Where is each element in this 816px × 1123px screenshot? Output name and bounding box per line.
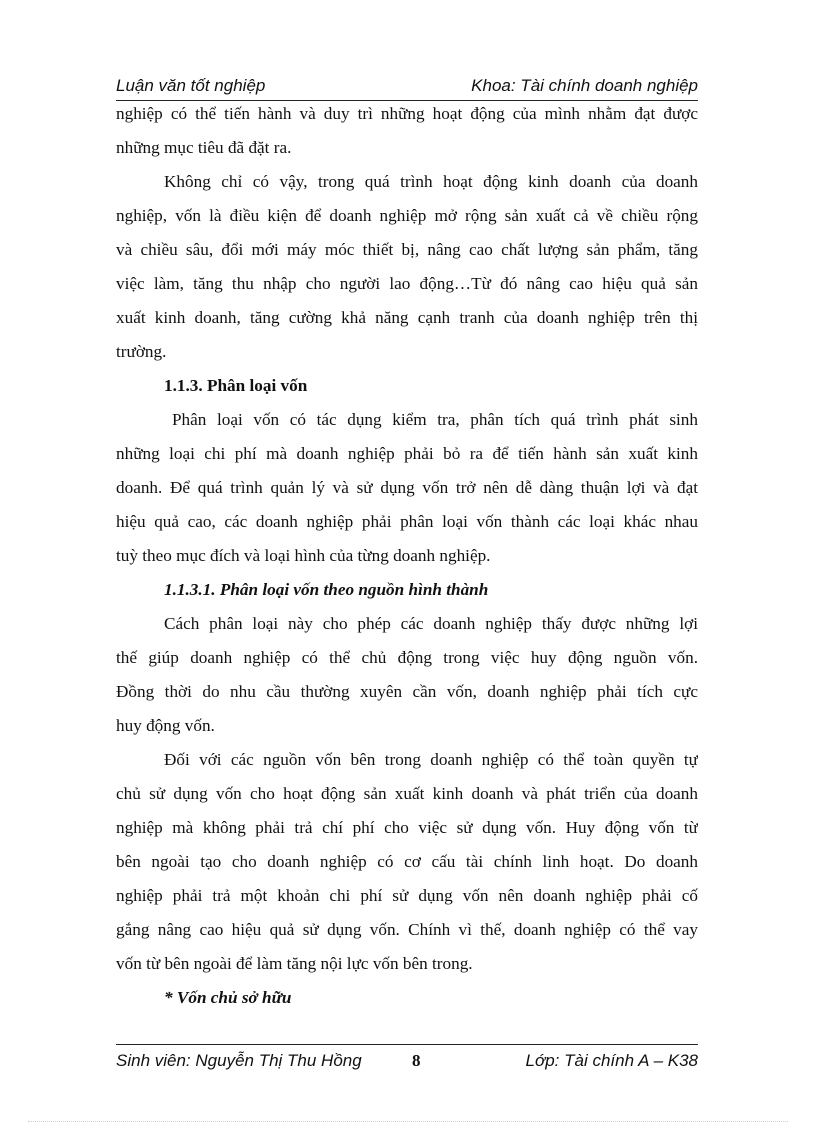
paragraph-line: chủ sử dụng vốn cho hoạt động sản xuất kinh doanh và phát triển của doanh — [116, 784, 698, 803]
paragraph-line: bên ngoài tạo cho doanh nghiệp có cơ cấu tài chính linh hoạt. Do doanh — [116, 852, 698, 871]
paragraph-line: những mục tiêu đã đặt ra. — [116, 138, 292, 157]
paragraph-line: gắng nâng cao hiệu quả sử dụng vốn. Chính vì thế, doanh nghiệp có thể vay — [116, 920, 698, 939]
header-faculty-label: Khoa: Tài chính doanh nghiệp — [471, 76, 698, 95]
bullet-heading: * Vốn chủ sở hữu — [164, 988, 292, 1007]
paragraph-line: những loại chi phí mà doanh nghiệp phải bỏ ra để tiến hành sản xuất kinh — [116, 444, 698, 463]
paragraph-line: việc làm, tăng thu nhập cho người lao động…Từ đó nâng cao hiệu quả sản — [116, 274, 698, 293]
header-thesis-label: Luận văn tốt nghiệp — [116, 76, 266, 95]
section-heading: 1.1.3. Phân loại vốn — [164, 376, 308, 395]
page-footer — [116, 1044, 698, 1075]
paragraph-line: Phân loại vốn có tác dụng kiểm tra, phân tích quá trình phát sinh — [172, 410, 698, 429]
paragraph-line: trường. — [116, 342, 167, 361]
paragraph-line: huy động vốn. — [116, 716, 215, 735]
paragraph-line: Không chỉ có vậy, trong quá trình hoạt động kinh doanh của doanh — [164, 172, 698, 191]
paragraph-line: nghiệp mà không phải trả chí phí cho việc sử dụng vốn. Huy động vốn từ — [116, 818, 698, 837]
paragraph-line: và chiều sâu, đổi mới máy móc thiết bị, nâng cao chất lượng sản phẩm, tăng — [116, 240, 698, 259]
paragraph-line: xuất kinh doanh, tăng cường khả năng cạnh tranh của doanh nghiệp trên thị — [116, 308, 698, 327]
footer-class-label: Lớp: Tài chính A – K38 — [525, 1051, 698, 1070]
paragraph-line: doanh. Để quá trình quản lý và sử dụng vốn trở nên dễ dàng thuận lợi và đạt — [116, 478, 698, 497]
paragraph-line: vốn từ bên ngoài để làm tăng nội lực vốn bên trong. — [116, 954, 473, 973]
page-edge-divider — [28, 1121, 788, 1122]
paragraph-line: tuỳ theo mục đích và loại hình của từng doanh nghiệp. — [116, 546, 491, 565]
paragraph-line: nghiệp, vốn là điều kiện để doanh nghiệp mở rộng sản xuất cả về chiều rộng — [116, 206, 698, 225]
paragraph-line: Cách phân loại này cho phép các doanh nghiệp thấy được những lợi — [164, 614, 698, 633]
paragraph-line: hiệu quả cao, các doanh nghiệp phải phân loại vốn thành các loại khác nhau — [116, 512, 698, 531]
paragraph-line: thế giúp doanh nghiệp có thể chủ động trong việc huy động nguồn vốn. — [116, 648, 698, 667]
paragraph-line: Đối với các nguồn vốn bên trong doanh nghiệp có thể toàn quyền tự — [164, 750, 698, 769]
paragraph-line: Đồng thời do nhu cầu thường xuyên cần vốn, doanh nghiệp phải tích cực — [116, 682, 698, 701]
paragraph-line: nghiệp có thể tiến hành và duy trì những hoạt động của mình nhằm đạt được — [116, 104, 698, 123]
body-text — [116, 97, 698, 1015]
page-number: 8 — [412, 1051, 421, 1070]
footer-student-name: Sinh viên: Nguyễn Thị Thu Hồng — [116, 1051, 362, 1070]
paragraph-line: nghiệp phải trả một khoản chi phí sử dụng vốn nên doanh nghiệp phải cố — [116, 886, 698, 905]
subsection-heading: 1.1.3.1. Phân loại vốn theo nguồn hình thành — [164, 580, 489, 599]
